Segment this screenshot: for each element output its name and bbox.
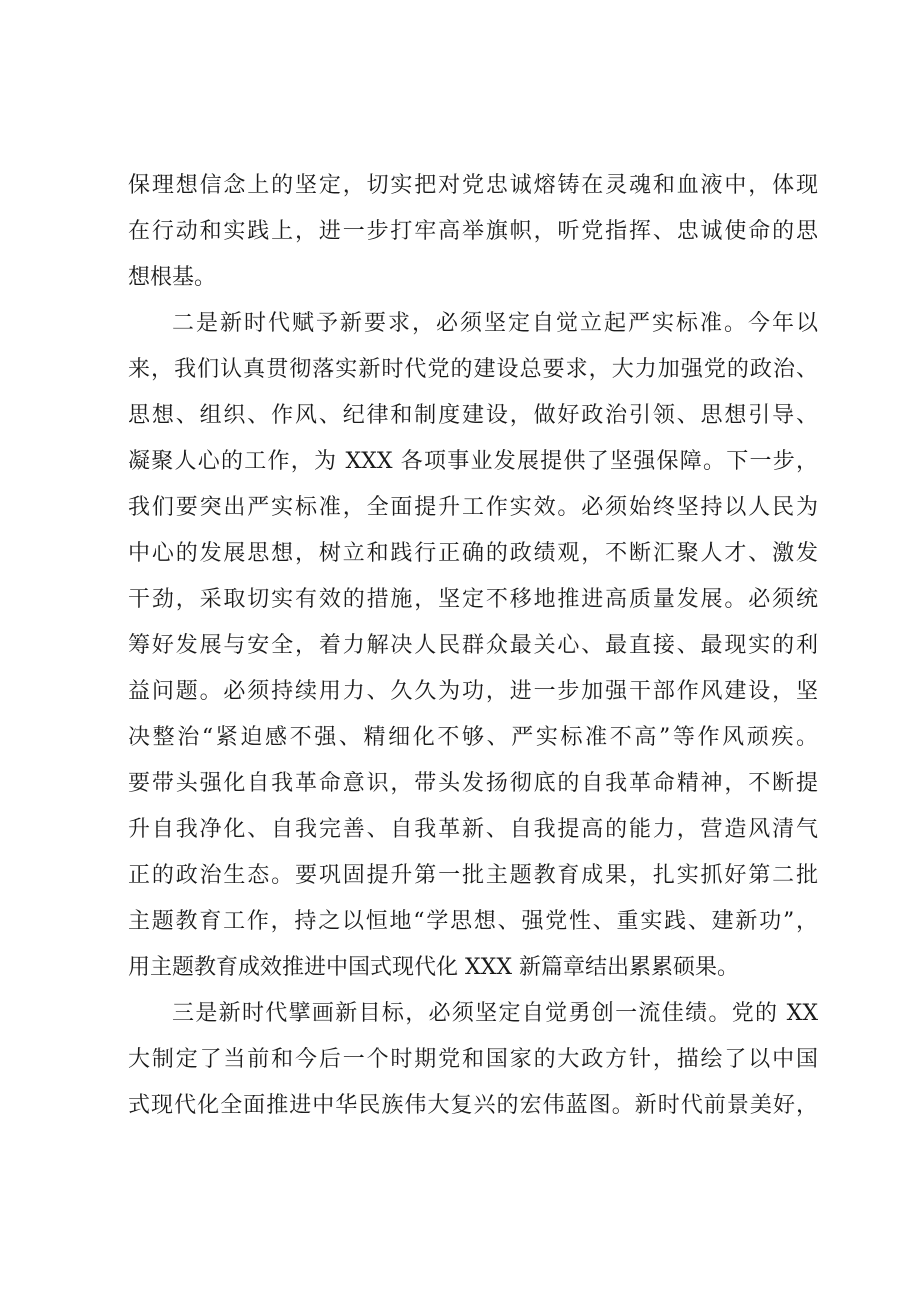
paragraph-line: 想根基。 [128, 265, 217, 290]
paragraph-line: 凝聚人心的工作，为 XXX 各项事业发展提供了坚强保障。下一步， [128, 449, 818, 474]
paragraph-line: 保理想信念上的坚定，切实把对党忠诚熔铸在灵魂和血液中，体现 [128, 173, 818, 198]
paragraph-line: 式现代化全面推进中华民族伟大复兴的宏伟蓝图。新时代前景美好， [128, 1093, 818, 1118]
paragraph-line: 我们要突出严实标准，全面提升工作实效。必须始终坚持以人民为 [128, 495, 818, 520]
paragraph-line: 决整治“紧迫感不强、精细化不够、严实标准不高”等作风顽疾。 [128, 725, 818, 750]
paragraph-line: 来，我们认真贯彻落实新时代党的建设总要求，大力加强党的政治、 [128, 357, 818, 382]
paragraph-first-line: 三是新时代擘画新目标，必须坚定自觉勇创一流佳绩。党的 XX [172, 1001, 818, 1026]
paragraph-line: 正的政治生态。要巩固提升第一批主题教育成果，扎实抓好第二批 [128, 863, 818, 888]
paragraph-line: 筹好发展与安全，着力解决人民群众最关心、最直接、最现实的利 [128, 633, 818, 658]
paragraph-line: 益问题。必须持续用力、久久为功，进一步加强干部作风建设，坚 [128, 679, 818, 704]
paragraph-line: 主题教育工作，持之以恒地“学思想、强党性、重实践、建新功”， [128, 909, 818, 934]
paragraph-line: 升自我净化、自我完善、自我革新、自我提高的能力，营造风清气 [128, 817, 818, 842]
paragraph-line: 在行动和实践上，进一步打牢高举旗帜，听党指挥、忠诚使命的思 [128, 219, 818, 244]
paragraph-first-line: 二是新时代赋予新要求，必须坚定自觉立起严实标准。今年以 [172, 311, 818, 336]
paragraph-line: 要带头强化自我革命意识，带头发扬彻底的自我革命精神，不断提 [128, 771, 818, 796]
paragraph-line: 用主题教育成效推进中国式现代化 XXX 新篇章结出累累硕果。 [128, 955, 739, 980]
paragraph-line: 干劲，采取切实有效的措施，坚定不移地推进高质量发展。必须统 [128, 587, 818, 612]
paragraph-line: 中心的发展思想，树立和践行正确的政绩观，不断汇聚人才、激发 [128, 541, 818, 566]
paragraph-line: 大制定了当前和今后一个时期党和国家的大政方针，描绘了以中国 [128, 1047, 818, 1072]
paragraph-line: 思想、组织、作风、纪律和制度建设，做好政治引领、思想引导、 [128, 403, 818, 428]
